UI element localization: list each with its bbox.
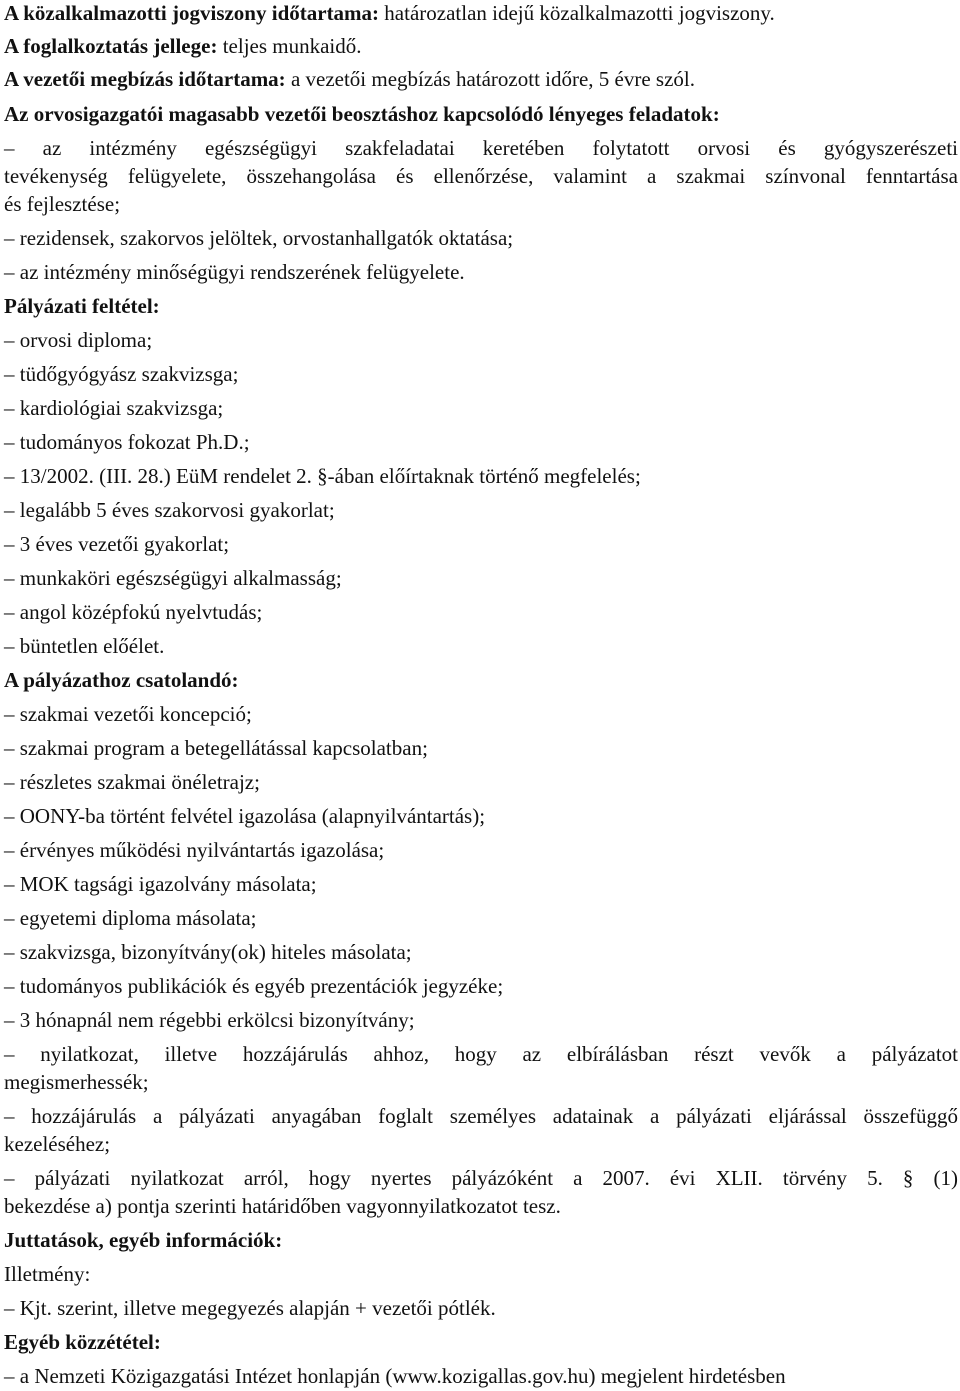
list-item: – az intézmény egészségügyi szakfeladatai keretében folytatott orvosi és gyógyszerészeti: [4, 136, 958, 160]
list-item: – egyetemi diploma másolata;: [4, 906, 257, 930]
line-label: A foglalkoztatás jellege:: [4, 34, 218, 58]
list-item: – angol középfokú nyelvtudás;: [4, 600, 263, 624]
list-item: – szakmai vezetői koncepció;: [4, 702, 252, 726]
list-item: – 3 hónapnál nem régebbi erkölcsi bizonyítvány;: [4, 1008, 415, 1032]
salary-label: Illetmény:: [4, 1262, 91, 1286]
section-heading-attachments: A pályázathoz csatolandó:: [4, 668, 239, 692]
list-item: – Kjt. szerint, illetve megegyezés alapján + vezetői pótlék.: [4, 1296, 496, 1320]
section-heading-publication: Egyéb közzététel:: [4, 1330, 161, 1354]
employment-duration-line: [4, 0, 960, 26]
list-item: – a Nemzeti Közigazgatási Intézet honlapján (www.kozigallas.gov.hu) megjelent hirdetésben: [4, 1364, 786, 1388]
list-item: – orvosi diploma;: [4, 328, 153, 352]
line-label: A vezetői megbízás időtartama:: [4, 67, 286, 91]
list-item: – rezidensek, szakorvos jelöltek, orvostanhallgatók oktatása;: [4, 226, 514, 250]
list-item: – szakvizsga, bizonyítvány(ok) hiteles másolata;: [4, 940, 412, 964]
line-value: határozatlan idejű közalkalmazotti jogviszony.: [379, 1, 775, 25]
list-item: – munkaköri egészségügyi alkalmasság;: [4, 566, 342, 590]
list-item: – szakmai program a betegellátással kapcsolatban;: [4, 736, 428, 760]
list-item: – OONY-ba történt felvétel igazolása (alapnyilvántartás);: [4, 804, 486, 828]
list-item: – hozzájárulás a pályázati anyagában foglalt személyes adatainak a pályázati eljárással összefüggő: [4, 1104, 958, 1128]
line-label: A közalkalmazotti jogviszony időtartama:: [4, 1, 380, 25]
list-item-continuation: megismerhessék;: [4, 1070, 149, 1094]
list-item: – MOK tagsági igazolvány másolata;: [4, 872, 317, 896]
section-heading-requirements: Pályázati feltétel:: [4, 294, 160, 318]
list-item-continuation: tevékenység felügyelete, összehangolása és ellenőrzése, valamint a szakmai színvonal fenntartása: [4, 164, 958, 188]
section-heading-duties: Az orvosigazgatói magasabb vezetői beosztáshoz kapcsolódó lényeges feladatok:: [4, 102, 720, 126]
list-item: – kardiológiai szakvizsga;: [4, 396, 224, 420]
list-item: – nyilatkozat, illetve hozzájárulás ahhoz, hogy az elbírálásban részt vevők a pályázatot: [4, 1042, 958, 1066]
list-item: – érvényes működési nyilvántartás igazolása;: [4, 838, 385, 862]
list-item: – tudományos fokozat Ph.D.;: [4, 430, 250, 454]
list-item: – pályázati nyilatkozat arról, hogy nyertes pályázóként a 2007. évi XLII. törvény 5. § (1): [4, 1166, 958, 1190]
line-value: teljes munkaidő.: [217, 34, 362, 58]
list-item: – az intézmény minőségügyi rendszerének felügyelete.: [4, 260, 465, 284]
list-item: – tudományos publikációk és egyéb prezentációk jegyzéke;: [4, 974, 504, 998]
list-item: – legalább 5 éves szakorvosi gyakorlat;: [4, 498, 335, 522]
mandate-duration-line: [4, 66, 960, 92]
list-item: – tüdőgyógyász szakvizsga;: [4, 362, 239, 386]
list-item: – 3 éves vezetői gyakorlat;: [4, 532, 230, 556]
section-heading-benefits: Juttatások, egyéb információk:: [4, 1228, 283, 1252]
list-item-continuation: kezeléséhez;: [4, 1132, 111, 1156]
list-item-continuation: és fejlesztése;: [4, 192, 121, 216]
list-item: – részletes szakmai önéletrajz;: [4, 770, 260, 794]
employment-type-line: [4, 33, 960, 59]
list-item-continuation: bekezdése a) pontja szerinti határidőben vagyonnyilatkozatot tesz.: [4, 1194, 561, 1218]
list-item: – 13/2002. (III. 28.) EüM rendelet 2. §-ában előírtaknak történő megfelelés;: [4, 464, 641, 488]
line-value: a vezetői megbízás határozott időre, 5 évre szól.: [285, 67, 696, 91]
list-item: – büntetlen előélet.: [4, 634, 165, 658]
